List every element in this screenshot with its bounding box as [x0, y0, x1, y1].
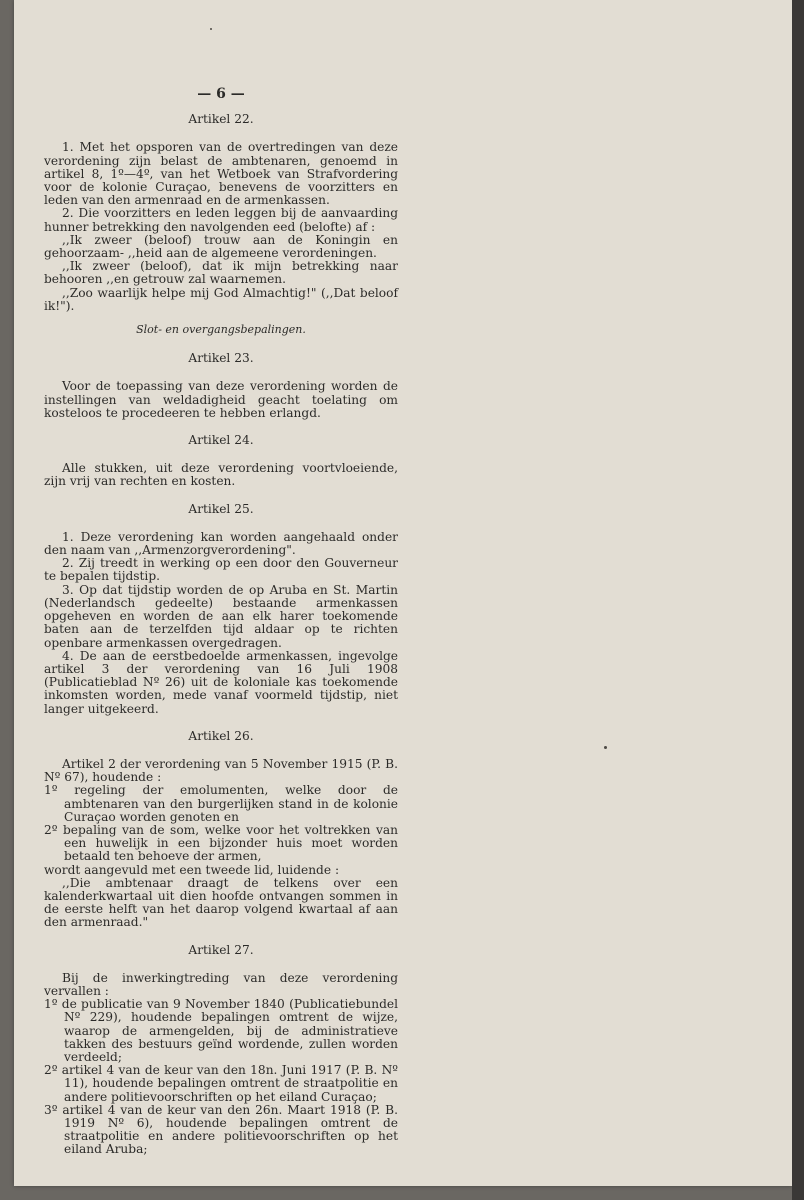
- article-23-heading: Artikel 23.: [188, 351, 254, 366]
- paragraph: ,,Ik zweer (beloof) trouw aan de Koningin en gehoorzaam- ,,heid aan de algemeene verordeningen.: [44, 232, 398, 261]
- paragraph: wordt aangevuld met een tweede lid, luidende :: [44, 862, 340, 877]
- paragraph: 2. Die voorzitters en leden leggen bij de aanvaarding hunner betrekking den navolgenden eed (belofte) af :: [44, 206, 398, 234]
- paper-speck: [210, 28, 212, 30]
- paragraph: ,,Die ambtenaar draagt de telkens over een kalenderkwartaal uit dien hoofde ontvangen sommen in de eerste helft van het daarop volgend kwartaal af aan den armenraad.": [44, 875, 398, 930]
- article-24-heading: Artikel 24.: [188, 433, 254, 448]
- paragraph: ,,Ik zweer (beloof), dat ik mijn betrekking naar behooren ,,en getrouw zal waarnemen.: [44, 259, 398, 287]
- paragraph: Alle stukken, uit deze verordening voortvloeiende, zijn vrij van rechten en kosten.: [44, 461, 398, 489]
- list-item: 1º regeling der emolumenten, welke door de ambtenaren van den burgerlijken stand in de kolonie Curaçao worden genoten en: [44, 783, 398, 824]
- paragraph: 2. Zij treedt in werking op een door den Gouverneur te bepalen tijdstip.: [44, 556, 398, 584]
- article-22-heading: Artikel 22.: [188, 112, 254, 127]
- list-item: 3º artikel 4 van de keur van den 26n. Maart 1918 (P. B. 1919 Nº 6), houdende bepalingen omtrent de straatpolitie en andere politievoorschriften op het eiland Aruba;: [44, 1102, 398, 1157]
- paragraph: 1. Met het opsporen van de overtredingen van deze verordening zijn belast de ambtenaren, genoemd in artikel 8, 1º—4º, van het Wetboek van Strafvordering voor de kolonie Curaçao, benevens de voorzitters en leden van den armenraad en de armenkassen.: [44, 140, 398, 208]
- paragraph: Bij de inwerkingtreding van deze verordening vervallen :: [44, 970, 398, 998]
- page-number: — 6 —: [197, 86, 245, 102]
- paragraph: Artikel 2 der verordening van 5 November 1915 (P. B. Nº 67), houdende :: [44, 756, 398, 785]
- paragraph: 4. De aan de eerstbedoelde armenkassen, ingevolge artikel 3 der verordening van 16 Juli 1908 (Publicatieblad Nº 26) uit de koloniale kas toekomende inkomsten worden, mede vanaf voormeld tijdstip, niet langer uitgekeerd.: [44, 648, 398, 716]
- paragraph: 1. Deze verordening kan worden aangehaald onder den naam van ,,Armenzorgverordening".: [44, 529, 398, 558]
- paragraph: Voor de toepassing van deze verordening worden de instellingen van weldadigheid geacht toelating om kosteloos te procedeeren te hebben erlangd.: [44, 379, 398, 420]
- section-title: Slot- en overgangsbepalingen.: [136, 323, 306, 337]
- list-item: 2º bepaling van de som, welke voor het voltrekken van een huwelijk in een bijzonder huis moet worden betaald ten behoeve der armen,: [44, 822, 398, 864]
- text-column: [44, 88, 398, 1157]
- article-26-heading: Artikel 26.: [188, 728, 254, 743]
- scan-border: [792, 0, 804, 1200]
- article-27-heading: Artikel 27.: [188, 942, 254, 957]
- list-item: 2º artikel 4 van de keur van den 18n. Juni 1917 (P. B. Nº 11), houdende bepalingen omtrent de straatpolitie en andere politievoorschriften op het eiland Curaçao;: [44, 1063, 398, 1104]
- paragraph: ,,Zoo waarlijk helpe mij God Almachtig!" (,,Dat beloof ik!").: [44, 285, 398, 313]
- paragraph: 3. Op dat tijdstip worden de op Aruba en St. Martin (Nederlandsch gedeelte) bestaande armenkassen opgeheven en worden de aan elk harer toekomende baten aan de terzelfden tijd aldaar op te richten openbare armenkassen overgedragen.: [44, 582, 398, 650]
- list-item: 1º de publicatie van 9 November 1840 (Publicatiebundel Nº 229), houdende bepalingen omtrent de wijze, waarop de armengelden, bij de administratieve takken des bestuurs geïnd wordende, zullen worden verdeeld;: [44, 997, 398, 1064]
- article-25-heading: Artikel 25.: [188, 501, 254, 516]
- paper-speck: [604, 746, 607, 749]
